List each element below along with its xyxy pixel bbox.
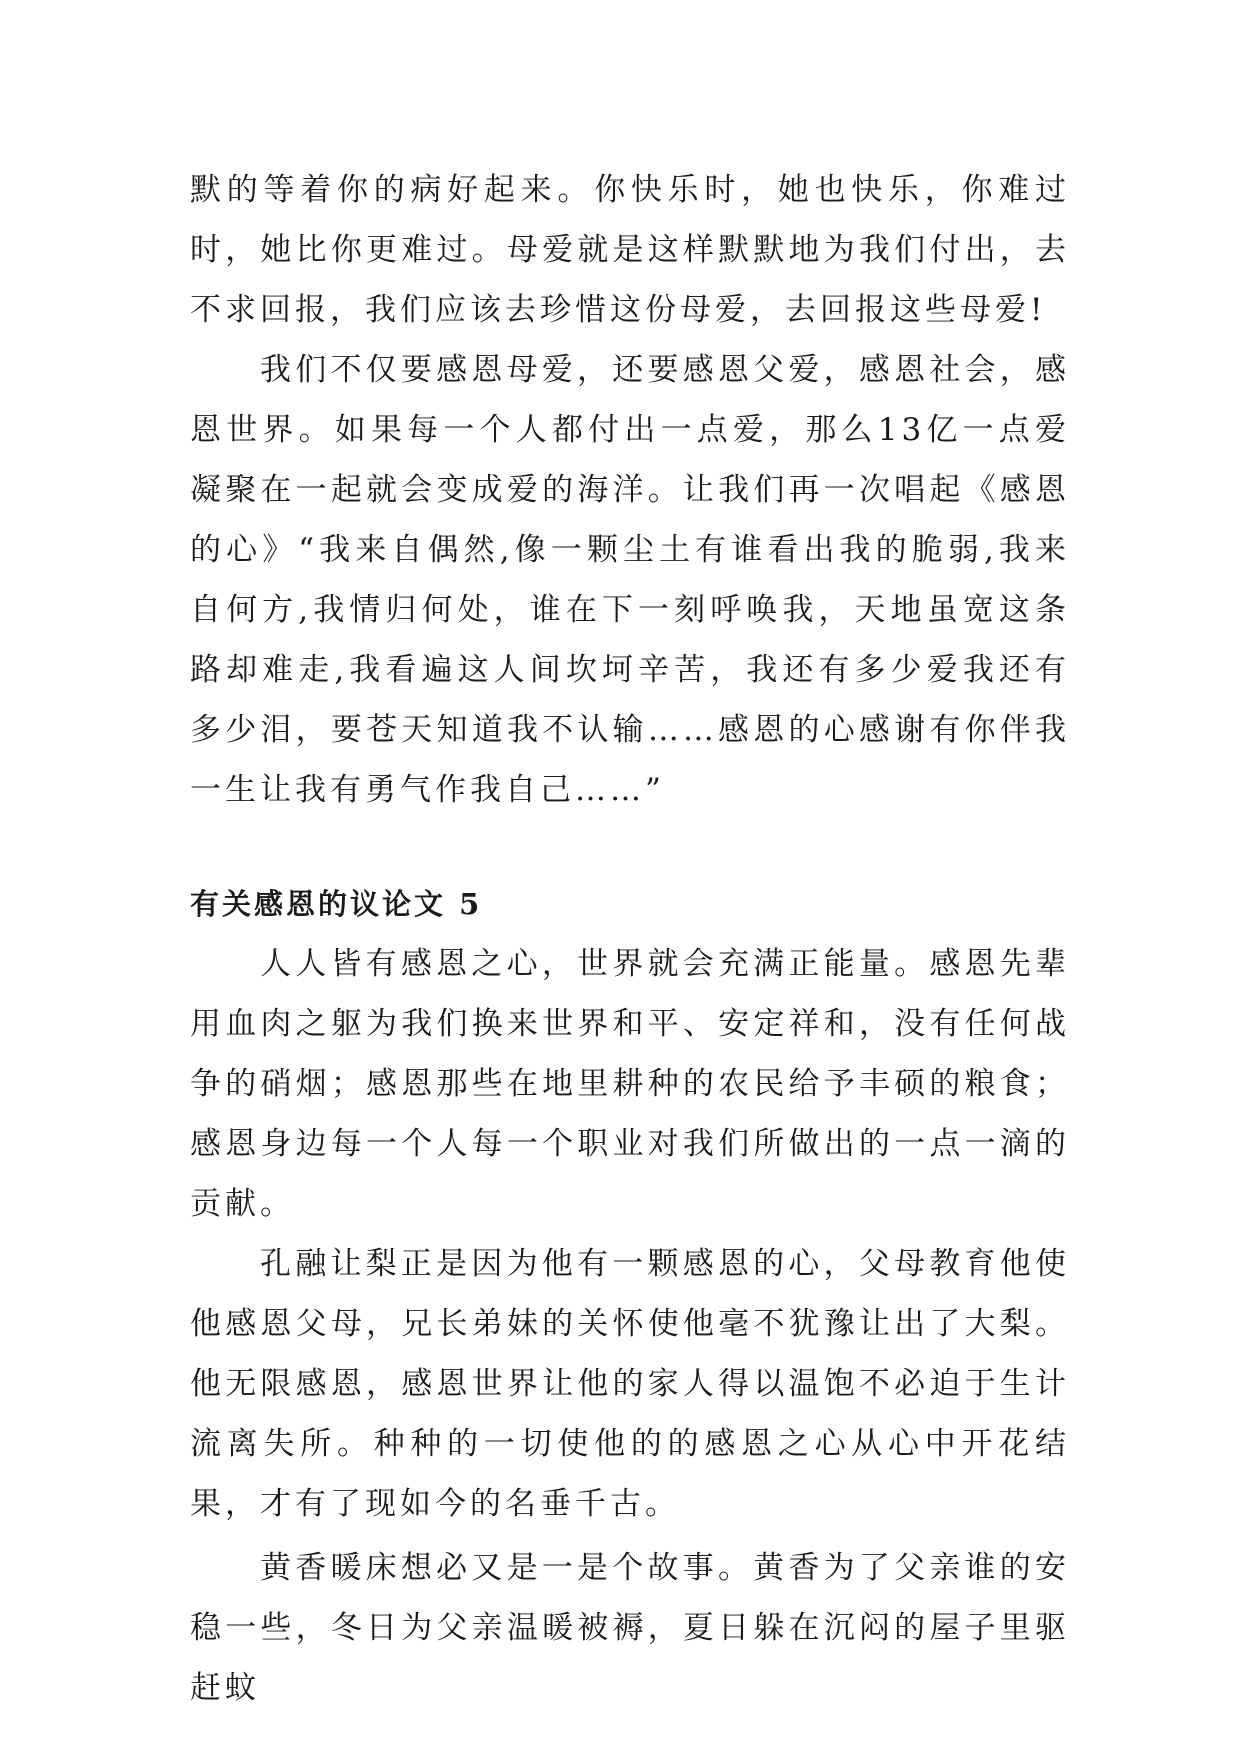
paragraph-gratitude-world: 我们不仅要感恩母爱，还要感恩父爱，感恩社会，感恩世界。如果每一个人都付出一点爱，那么13亿一点爱凝聚在一起就会变成爱的海洋。让我们再一次唱起《感恩的心》“我来自偶然,像一颗尘土有谁看出我的脆弱,我来自何方,我情归何处，谁在下一刻呼唤我，天地虽宽这条路却难走,我看遍这人间坎坷辛苦，我还有多少爱我还有多少泪，要苍天知道我不认输……感恩的心感谢有你伴我一生让我有勇气作我自己……” <box>190 352 1070 808</box>
section-spacer <box>190 820 1070 874</box>
paragraph-continued: 默的等着你的病好起来。你快乐时，她也快乐，你难过时，她比你更难过。母爱就是这样默默地为我们付出，去不求回报，我们应该去珍惜这份母爱，去回报这些母爱! <box>190 172 1070 328</box>
paragraph-positive-energy: 人人皆有感恩之心，世界就会充满正能量。感恩先辈用血肉之躯为我们换来世界和平、安定祥和，没有任何战争的硝烟；感恩那些在地里耕种的农民给予丰硕的粮食；感恩身边每一个人每一个职业对我们所做出的一点一滴的贡献。 <box>190 946 1070 1222</box>
section-heading: 有关感恩的议论文 5 <box>190 887 483 921</box>
paragraph-huang-xiang: 黄香暖床想必又是一是个故事。黄香为了父亲谁的安稳一些，冬日为父亲温暖被褥，夏日躲在沉闷的屋子里驱赶蚊 <box>190 1550 1070 1706</box>
paragraph-kong-rong: 孔融让梨正是因为他有一颗感恩的心，父母教育他使他感恩父母，兄长弟妹的关怀使他毫不犹豫让出了大梨。他无限感恩，感恩世界让他的家人得以温饱不必迫于生计流离失所。种种的一切使他的的感恩之心从心中开花结果，才有了现如今的名垂千古。 <box>190 1246 1070 1522</box>
document-page <box>190 160 1070 1718</box>
